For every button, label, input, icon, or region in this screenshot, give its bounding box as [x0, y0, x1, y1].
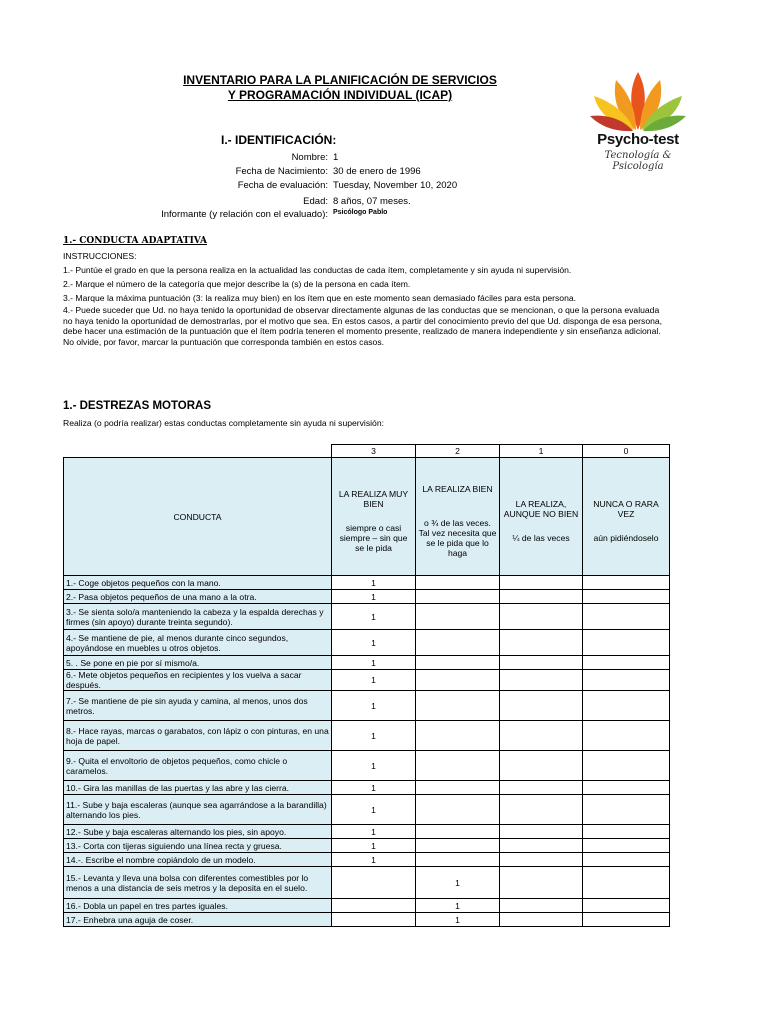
score-cell[interactable] — [500, 656, 583, 670]
id-value: Psicólogo Pablo — [333, 209, 388, 216]
score-cell[interactable] — [583, 899, 670, 913]
document-title-line1: INVENTARIO PARA LA PLANIFICACIÓN DE SERVICIOS — [183, 73, 497, 87]
table-row — [64, 604, 670, 630]
score-cell[interactable] — [416, 825, 500, 839]
score-cell[interactable] — [500, 630, 583, 656]
score-cell[interactable]: 1 — [332, 630, 416, 656]
column-title: LA REALIZA, AUNQUE NO BIEN — [503, 498, 579, 519]
score-cell[interactable] — [500, 825, 583, 839]
table-row — [64, 721, 670, 751]
score-cell[interactable] — [583, 781, 670, 795]
score-cell[interactable] — [583, 656, 670, 670]
id-label: Nombre: — [291, 152, 328, 163]
score-cell[interactable] — [500, 781, 583, 795]
table-row — [64, 630, 670, 656]
score-cell[interactable] — [500, 670, 583, 691]
adaptive-heading: 1.- CONDUCTA ADAPTATIVA — [63, 236, 208, 246]
items-body — [64, 576, 670, 927]
item-text: 13.- Corta con tijeras siguiendo una línea recta y gruesa. — [64, 839, 332, 853]
score-cell[interactable] — [500, 604, 583, 630]
motor-skills-table — [63, 444, 670, 927]
item-text: 4.- Se mantiene de pie, al menos durante cinco segundos, apoyándose en muebles u otros objetos. — [64, 630, 332, 656]
motor-heading: 1.- DESTREZAS MOTORAS — [63, 400, 212, 412]
id-label: Fecha de evaluación: — [237, 180, 328, 191]
score-cell[interactable]: 1 — [332, 853, 416, 867]
score-cell[interactable]: 1 — [332, 751, 416, 781]
id-label: Fecha de Nacimiento: — [235, 166, 328, 177]
score-cell[interactable] — [500, 590, 583, 604]
score-cell[interactable] — [416, 630, 500, 656]
score-cell[interactable] — [583, 590, 670, 604]
item-text: 17.- Enhebra una aguja de coser. — [64, 913, 332, 927]
score-cell[interactable]: 1 — [332, 691, 416, 721]
score-number-row — [64, 445, 670, 458]
score-cell[interactable] — [500, 795, 583, 825]
item-text: 11.- Sube y baja escaleras (aunque sea agarrándose a la barandilla) alternando los pies. — [64, 795, 332, 825]
score-cell[interactable] — [500, 751, 583, 781]
score-cell[interactable] — [583, 795, 670, 825]
score-cell[interactable] — [583, 853, 670, 867]
score-cell[interactable] — [583, 691, 670, 721]
item-text: 8.- Hace rayas, marcas o garabatos, con lápiz o con pinturas, en una hoja de papel. — [64, 721, 332, 751]
table-row — [64, 656, 670, 670]
score-cell[interactable] — [416, 656, 500, 670]
score-cell[interactable]: 1 — [332, 795, 416, 825]
id-row-name — [0, 152, 700, 164]
column-title: NUNCA O RARA VEZ — [593, 498, 659, 519]
table-row — [64, 867, 670, 899]
id-label: Edad: — [303, 196, 328, 207]
score-cell[interactable] — [416, 576, 500, 590]
score-number: 2 — [416, 445, 500, 458]
score-cell[interactable]: 1 — [332, 656, 416, 670]
table-row — [64, 751, 670, 781]
score-cell[interactable]: 1 — [416, 913, 500, 927]
score-cell[interactable]: 1 — [332, 590, 416, 604]
item-text: 2.- Pasa objetos pequeños de una mano a la otra. — [64, 590, 332, 604]
table-header-row — [64, 458, 670, 576]
item-text: 5. . Se pone en pie por sí mismo/a. — [64, 656, 332, 670]
item-text: 1.- Coge objetos pequeños con la mano. — [64, 576, 332, 590]
score-cell[interactable] — [332, 913, 416, 927]
item-text: 16.- Dobla un papel en tres partes iguales. — [64, 899, 332, 913]
score-cell[interactable]: 1 — [332, 604, 416, 630]
table-row — [64, 825, 670, 839]
item-text: 10.- Gira las manillas de las puertas y las abre y las cierra. — [64, 781, 332, 795]
table-row — [64, 839, 670, 853]
item-text: 15.- Levanta y lleva una bolsa con diferentes comestibles por lo menos a una distancia de seis metros y la deposita en el suelo. — [64, 867, 332, 899]
score-cell[interactable]: 1 — [332, 721, 416, 751]
column-header-1 — [500, 458, 583, 576]
column-description: ¼ de las veces — [512, 532, 570, 543]
document-title-line2: Y PROGRAMACIÓN INDIVIDUAL (ICAP) — [227, 88, 453, 102]
score-cell[interactable]: 1 — [332, 839, 416, 853]
score-cell[interactable] — [416, 604, 500, 630]
score-cell[interactable] — [500, 913, 583, 927]
table-row — [64, 590, 670, 604]
score-cell[interactable] — [416, 853, 500, 867]
instructions-label: INSTRUCCIONES: — [63, 251, 137, 261]
score-cell[interactable]: 1 — [416, 867, 500, 899]
score-cell[interactable] — [500, 867, 583, 899]
table-row — [64, 899, 670, 913]
score-cell[interactable] — [583, 721, 670, 751]
score-cell[interactable] — [416, 795, 500, 825]
column-title: LA REALIZA MUY BIEN — [338, 488, 409, 509]
column-header-0 — [583, 458, 670, 576]
id-value: Tuesday, November 10, 2020 — [333, 180, 458, 191]
column-description: siempre o casi siempre – sin que se le pida — [339, 522, 408, 553]
score-cell[interactable] — [583, 839, 670, 853]
instruction-4: 4.- Puede suceder que Ud. no haya tenido la oportunidad de observar directamente algunas de las conductas que se mencionan, o que la persona evaluada no haya tenido la oportunidad de demostrarlas, por el motivo que sea. En estos casos, a partir del conocimiento previo del que Ud. disponga de esa persona, debe hacer una estimación de la puntuación que el ítem podría teneren el momento presente, realizado de manera independiente y sin enseñanza adicional. No olvide, por favor, marcar la puntuación que corresponda también en estos casos. — [63, 305, 663, 347]
score-cell[interactable]: 1 — [332, 576, 416, 590]
score-cell[interactable] — [416, 721, 500, 751]
column-header-3 — [332, 458, 416, 576]
score-cell[interactable] — [500, 853, 583, 867]
logo-tagline: Tecnología & Psicología — [604, 150, 672, 172]
column-description: aún pidiéndoselo — [593, 532, 659, 543]
score-cell[interactable] — [583, 630, 670, 656]
score-cell[interactable] — [583, 825, 670, 839]
id-value: 8 años, 07 meses. — [333, 196, 411, 207]
logo-name: Psycho-test — [597, 131, 679, 148]
score-number: 0 — [583, 445, 670, 458]
score-cell[interactable] — [332, 899, 416, 913]
column-description: o ¾ de las veces. Tal vez necesita que se le pida que lo haga — [418, 517, 497, 558]
table-row — [64, 576, 670, 590]
column-title: LA REALIZA BIEN — [422, 483, 493, 494]
table-row — [64, 691, 670, 721]
item-text: 9.- Quita el envoltorio de objetos pequeños, como chicle o caramelos. — [64, 751, 332, 781]
score-cell[interactable]: 1 — [332, 825, 416, 839]
score-cell[interactable] — [416, 691, 500, 721]
instruction-3: 3.- Marque la máxima puntuación (3: la realiza muy bien) en los ítem que en este momento sean demasiado fáciles para esta persona. — [63, 293, 577, 303]
score-cell[interactable] — [583, 576, 670, 590]
table-row — [64, 670, 670, 691]
score-cell[interactable] — [416, 781, 500, 795]
item-text: 7.- Se mantiene de pie sin ayuda y camina, al menos, unos dos metros. — [64, 691, 332, 721]
conducta-header: CONDUCTA — [64, 458, 332, 576]
item-text: 12.- Sube y baja escaleras alternando los pies, sin apoyo. — [64, 825, 332, 839]
lotus-petals-icon — [578, 68, 698, 133]
instruction-2: 2.- Marque el número de la categoría que mejor describe la (s) de la persona en cada ítem. — [63, 279, 411, 289]
score-cell[interactable] — [416, 839, 500, 853]
score-cell[interactable] — [583, 751, 670, 781]
score-cell[interactable] — [500, 576, 583, 590]
score-cell[interactable] — [500, 899, 583, 913]
instruction-1: 1.- Puntúe el grado en que la persona realiza en la actualidad las conductas de cada ítem, completamente y sin ayuda ni supervisión. — [63, 265, 572, 275]
score-number: 3 — [332, 445, 416, 458]
id-label: Informante (y relación con el evaluado): — [161, 209, 328, 220]
identification-heading: I.- IDENTIFICACIÓN: — [221, 133, 337, 147]
score-cell[interactable] — [583, 670, 670, 691]
motor-subheading: Realiza (o podría realizar) estas conductas completamente sin ayuda ni supervisión: — [63, 418, 384, 428]
id-row-evaluation-date — [0, 180, 700, 192]
id-value: 1 — [333, 152, 339, 163]
table-row — [64, 781, 670, 795]
table-row — [64, 913, 670, 927]
column-header-2 — [416, 458, 500, 576]
id-row-birthdate — [0, 166, 700, 178]
table-row — [64, 853, 670, 867]
item-text: 6.- Mete objetos pequeños en recipientes y los vuelva a sacar después. — [64, 670, 332, 691]
table-row — [64, 795, 670, 825]
score-cell[interactable]: 1 — [416, 899, 500, 913]
score-cell[interactable] — [583, 913, 670, 927]
score-cell[interactable] — [583, 867, 670, 899]
score-cell[interactable]: 1 — [332, 670, 416, 691]
id-value: 30 de enero de 1996 — [333, 166, 421, 177]
score-cell[interactable] — [332, 867, 416, 899]
score-cell[interactable] — [500, 721, 583, 751]
score-cell[interactable] — [416, 590, 500, 604]
score-cell[interactable] — [500, 691, 583, 721]
score-cell[interactable] — [416, 751, 500, 781]
id-row-informant — [0, 209, 700, 221]
score-number: 1 — [500, 445, 583, 458]
item-text: 3.- Se sienta solo/a manteniendo la cabeza y la espalda derechas y firmes (sin apoyo) durante treinta segundo). — [64, 604, 332, 630]
score-cell[interactable] — [500, 839, 583, 853]
score-cell[interactable] — [583, 604, 670, 630]
score-cell[interactable]: 1 — [332, 781, 416, 795]
score-cell[interactable] — [416, 670, 500, 691]
item-text: 14.-. Escribe el nombre copiándolo de un modelo. — [64, 853, 332, 867]
